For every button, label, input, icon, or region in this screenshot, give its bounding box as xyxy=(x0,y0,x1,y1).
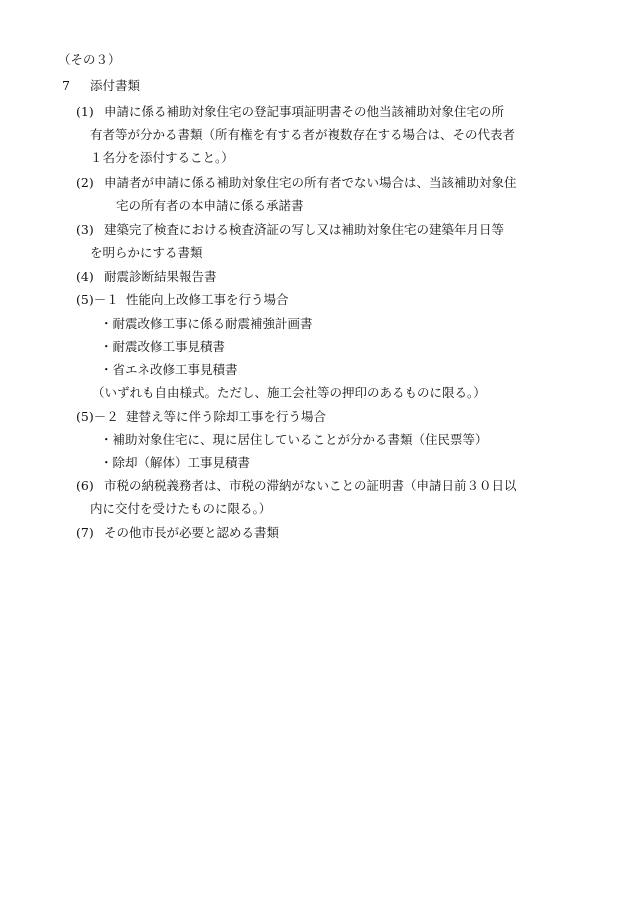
item-text-line: 内に交付を受けたものに限る。） xyxy=(90,501,272,516)
item-text-line: １名分を添付すること。） xyxy=(90,150,234,165)
bullet-item: ・除却（解体）工事見積書 xyxy=(100,455,251,470)
bullet-item: ・省エネ改修工事見積書 xyxy=(100,362,238,377)
item-text-line: 性能向上改修工事を行う場合 xyxy=(126,292,289,307)
section-title: 添付書類 xyxy=(90,78,141,93)
section-number: 7 xyxy=(62,78,70,93)
item-marker: (5)－１ xyxy=(76,292,119,307)
item-text-line: 建築完了検査における検査済証の写し又は補助対象住宅の建築年月日等 xyxy=(104,222,505,237)
item-marker: (5)－２ xyxy=(76,409,119,424)
item-marker: (4) xyxy=(76,269,94,284)
item-marker: (3) xyxy=(76,222,94,237)
item-text-line: 建替え等に伴う除却工事を行う場合 xyxy=(126,409,327,424)
item-marker: (6) xyxy=(76,478,94,493)
part-label: （その３） xyxy=(58,52,121,67)
item-marker: (1) xyxy=(76,104,94,119)
item-text-line: 市税の納税義務者は、市税の滞納がないことの証明書（申請日前３０日以 xyxy=(104,478,517,493)
item-text-line: 耐震診断結果報告書 xyxy=(104,269,217,284)
item-note: （いずれも自由様式。ただし、施工会社等の押印のあるものに限る。） xyxy=(92,385,486,400)
item-marker: (7) xyxy=(76,525,94,540)
bullet-item: ・補助対象住宅に、現に居住していることが分かる書類（住民票等） xyxy=(100,432,488,447)
item-text-line: 有者等が分かる書類（所有権を有する者が複数存在する場合は、その代表者 xyxy=(90,127,516,142)
bullet-item: ・耐震改修工事に係る耐震補強計画書 xyxy=(100,316,313,331)
item-text-line: 申請者が申請に係る補助対象住宅の所有者でない場合は、当該補助対象住 xyxy=(104,175,517,190)
bullet-item: ・耐震改修工事見積書 xyxy=(100,339,226,354)
item-text-line: 宅の所有者の本申請に係る承諾書 xyxy=(116,198,304,213)
item-text-line: を明らかにする書類 xyxy=(90,245,203,260)
item-text-line: 申請に係る補助対象住宅の登記事項証明書その他当該補助対象住宅の所 xyxy=(104,104,505,119)
item-marker: (2) xyxy=(76,175,94,190)
item-text-line: その他市長が必要と認める書類 xyxy=(104,525,280,540)
